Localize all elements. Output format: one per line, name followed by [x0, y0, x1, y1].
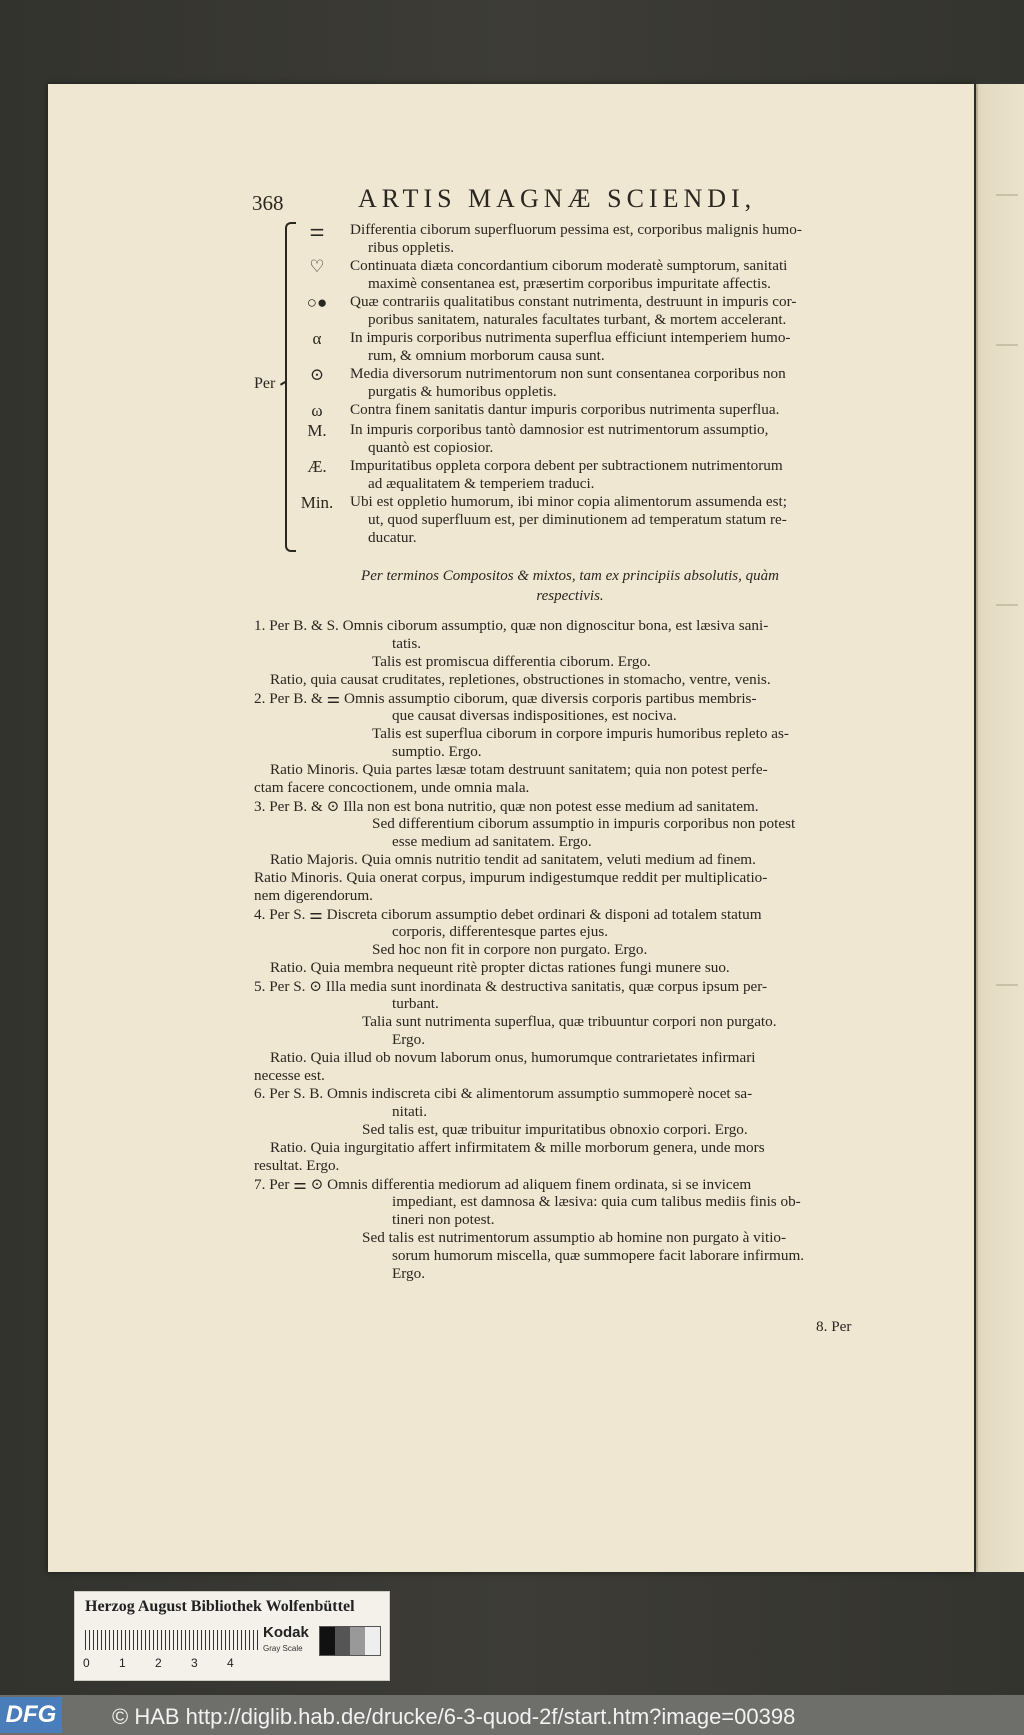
syllogism-line: 1. Per B. & S. Omnis ciborum assumptio, quæ non dignoscitur bona, est læsiva sani-: [254, 617, 769, 634]
syllogism-line: 2. Per B. & ⚌ Omnis assumptio ciborum, quæ diversis corporis partibus membris-: [254, 690, 757, 707]
table-entry: [350, 221, 870, 257]
table-entry: [350, 421, 870, 457]
syllogism-line: 3. Per B. & ⊙ Illa non est bona nutritio, quæ non potest esse medium ad sanitatem.: [254, 798, 759, 815]
syllogism-line: turbant.: [392, 995, 439, 1012]
gray-scale-label: Gray Scale: [263, 1644, 303, 1653]
table-symbol: ○●: [306, 293, 328, 312]
table-entry: [350, 493, 870, 547]
library-name: Herzog August Bibliothek Wolfenbüttel: [85, 1598, 355, 1615]
syllogism-line: Sed differentium ciborum assumptio in impuris corporibus non potest: [372, 815, 796, 832]
table-entry-line: poribus sanitatem, naturales facultates turbant, & mortem accelerant.: [368, 311, 787, 328]
table-symbol: Æ.: [307, 457, 327, 476]
table-entry-line: Contra finem sanitatis dantur impuris corporibus nutrimenta superflua.: [350, 401, 780, 418]
dfg-logo: DFG: [0, 1697, 62, 1733]
table-entry-line: Impuritatibus oppleta corpora debent per subtractionem nutrimentorum: [350, 457, 783, 474]
syllogism-line: Ergo.: [392, 1031, 426, 1048]
table-entry-line: ad æqualitatem & temperiem traduci.: [368, 475, 595, 492]
table-entry-line: Media diversorum nutrimentorum non sunt consentanea corporibus non: [350, 365, 786, 382]
table-entry-line: ribus oppletis.: [368, 239, 455, 256]
syllogism-line: Talis est superflua ciborum in corpore impuris humoribus repleto as-: [372, 725, 789, 742]
syllogism-line: impediant, est damnosa & læsiva: quia cum talibus mediis finis ob-: [392, 1193, 801, 1210]
syllogism-line: tineri non potest.: [392, 1211, 495, 1228]
table-symbol: ⊙: [309, 365, 325, 384]
table-entry-line: ut, quod superfluum est, per diminutionem ad temperatum statum re-: [368, 511, 787, 528]
syllogism-line: Ratio. Quia ingurgitatio affert infirmitatem & mille morborum genera, unde mors: [270, 1139, 765, 1156]
table-symbol: M.: [307, 421, 327, 440]
running-head: ARTIS MAGNÆ SCIENDI,: [358, 184, 757, 213]
syllogism-line: 6. Per S. B. Omnis indiscreta cibi & alimentorum assumptio summoperè nocet sa-: [254, 1085, 753, 1102]
bleed-mark: [996, 194, 1018, 196]
syllogism-line: Ratio Minoris. Quia onerat corpus, impurum indigestumque reddit per multiplicatio-: [254, 869, 768, 886]
syllogism-line: 4. Per S. ⚌ Discreta ciborum assumptio debet ordinari & disponi ad totalem statum: [254, 906, 762, 923]
table-entry-line: ducatur.: [368, 529, 417, 546]
syllogism-line: necesse est.: [254, 1067, 325, 1084]
syllogism-line: resultat. Ergo.: [254, 1157, 340, 1174]
table-entry: [350, 457, 870, 493]
table-symbol: α: [312, 329, 322, 348]
syllogism-line: Ergo.: [392, 1265, 426, 1282]
table-entry-line: quantò est copiosior.: [368, 439, 494, 456]
catchword: 8. Per: [816, 1318, 852, 1335]
syllogism-line: que causat diversas indispositiones, est nociva.: [392, 707, 677, 724]
table-symbol: Min.: [300, 493, 334, 512]
section-heading-line: respectivis.: [536, 588, 604, 604]
syllogism-line: sorum humorum miscella, quæ summopere facit laborare infirmum.: [392, 1247, 805, 1264]
section-heading-line: Per terminos Compositos & mixtos, tam ex principiis absolutis, quàm: [361, 568, 779, 584]
table-symbol: ω: [311, 401, 323, 420]
page-number: 368: [252, 191, 284, 215]
table-symbol: ♡: [309, 257, 325, 276]
section-heading: [260, 566, 880, 606]
table-entry-line: Ubi est oppletio humorum, ibi minor copia alimentorum assumenda est;: [350, 493, 787, 510]
table-symbol: ⚌: [309, 221, 325, 240]
table-entry-line: Differentia ciborum superfluorum pessima est, corporibus malignis humo-: [350, 221, 802, 238]
library-target: [74, 1591, 390, 1681]
table-entry: [350, 257, 870, 293]
copyright-text: © HAB http://diglib.hab.de/drucke/6-3-quod-2f/start.htm?image=00398: [112, 1704, 796, 1729]
gray-swatches: [319, 1626, 381, 1656]
table-entry: [350, 401, 870, 419]
per-label: Per: [254, 375, 276, 392]
adjacent-page-edge: [976, 84, 1024, 1572]
table-entry: [350, 293, 870, 329]
table-entry-line: Quæ contrariis qualitatibus constant nutrimenta, destruunt in impuris cor-: [350, 293, 797, 310]
syllogism-line: Sed talis est nutrimentorum assumptio ab homine non purgato à vitio-: [362, 1229, 787, 1246]
syllogism-line: esse medium ad sanitatem. Ergo.: [392, 833, 592, 850]
syllogism-line: Ratio. Quia membra nequeunt ritè propter dictas rationes fungi munere suo.: [270, 959, 730, 976]
syllogism-line: 7. Per ⚌ ⊙ Omnis differentia mediorum ad aliquem finem ordinata, si se invicem: [254, 1176, 752, 1193]
table-entry-line: maximè consentanea est, præsertim corporibus impuritate affectis.: [368, 275, 771, 292]
syllogism-line: Talis est promiscua differentia ciborum. Ergo.: [372, 653, 651, 670]
syllogism-line: ctam facere concoctionem, unde omnia mala.: [254, 779, 530, 796]
table-entry: [350, 365, 870, 401]
table-entry-line: In impuris corporibus nutrimenta superflua efficiunt intemperiem humo-: [350, 329, 791, 346]
bleed-mark: [996, 984, 1018, 986]
syllogism-line: Ratio Minoris. Quia partes læsæ totam destruunt sanitatem; quia non potest perfe-: [270, 761, 768, 778]
syllogism-line: Sed hoc non fit in corpore non purgato. Ergo.: [372, 941, 648, 958]
bleed-mark: [996, 344, 1018, 346]
syllogism-line: nitati.: [392, 1103, 428, 1120]
ruler-numbers: 0 1 2 3 4: [83, 1656, 234, 1670]
syllogism-line: tatis.: [392, 635, 422, 652]
bleed-mark: [996, 604, 1018, 606]
table-entry-line: Continuata diæta concordantium ciborum moderatè sumptorum, sanitati: [350, 257, 788, 274]
syllogism-line: Ratio. Quia illud ob novum laborum onus, humorumque contrarietates infirmari: [270, 1049, 756, 1066]
table-entry-line: purgatis & humoribus oppletis.: [368, 383, 557, 400]
table-entry-line: rum, & omnium morborum causa sunt.: [368, 347, 605, 364]
syllogism-line: 5. Per S. ⊙ Illa media sunt inordinata & destructiva sanitatis, quæ corpus ipsum per-: [254, 978, 768, 995]
kodak-brand: Kodak: [263, 1624, 309, 1641]
syllogism-line: Ratio, quia causat cruditates, repletiones, obstructiones in stomacho, ventre, venis.: [270, 671, 771, 688]
syllogism-line: corporis, differentesque partes ejus.: [392, 923, 609, 940]
table-entry: [350, 329, 870, 365]
table-entry-line: In impuris corporibus tantò damnosior est nutrimentorum assumptio,: [350, 421, 769, 438]
syllogism-line: Talia sunt nutrimenta superflua, quæ tribuuntur corpori non purgato.: [362, 1013, 777, 1030]
syllogism-line: Sed talis est, quæ tribuitur impuritatibus obnoxio corpori. Ergo.: [362, 1121, 748, 1138]
syllogism-line: Ratio Majoris. Quia omnis nutritio tendit ad sanitatem, veluti medium ad finem.: [270, 851, 756, 868]
syllogism-line: sumptio. Ergo.: [392, 743, 482, 760]
syllogism-line: nem digerendorum.: [254, 887, 373, 904]
ruler: [85, 1630, 261, 1650]
